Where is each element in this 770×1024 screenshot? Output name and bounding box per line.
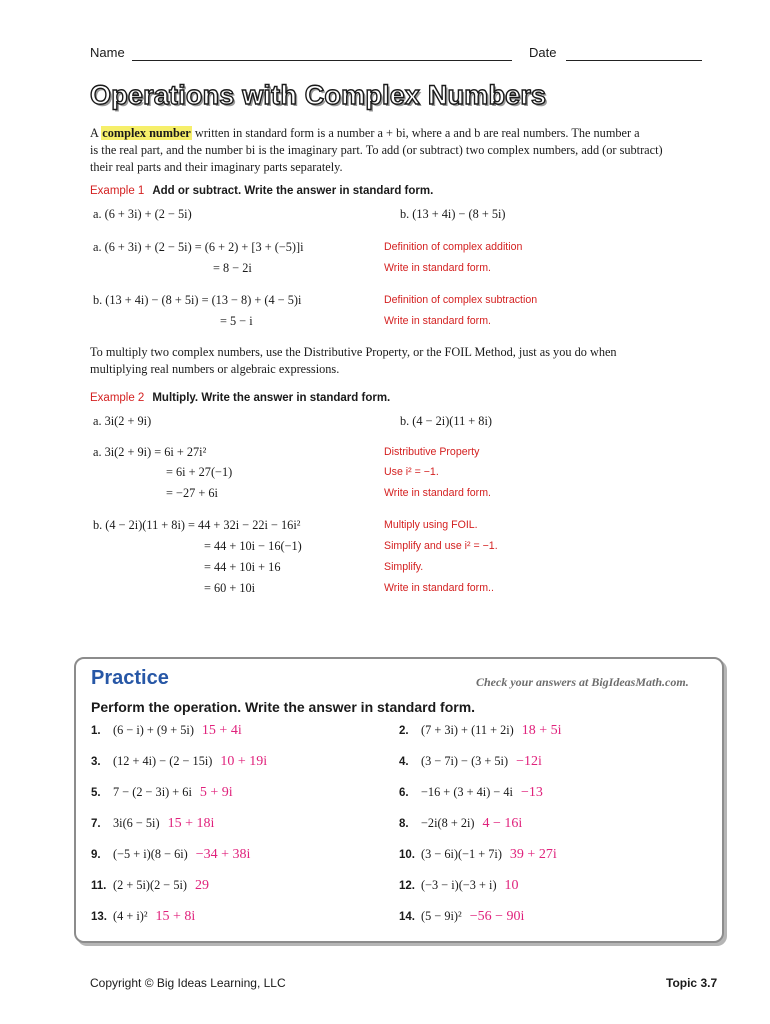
- problem-answer: 4 − 16i: [482, 816, 523, 831]
- problem-number: 5.: [91, 787, 101, 799]
- practice-item-7: [91, 814, 214, 832]
- example1-sol-b-step2: = 5 − i: [220, 314, 253, 328]
- problem-expression: (6 − i) + (9 + 5i): [113, 723, 194, 737]
- practice-item-13: [91, 907, 195, 925]
- example1-instruction: Add or subtract. Write the answer in standard form.: [152, 185, 434, 197]
- example2-sol-a-step2: = 6i + 27(−1): [166, 465, 233, 479]
- highlighted-term: complex number: [102, 126, 191, 140]
- practice-item-3: [91, 752, 267, 770]
- problem-expression: (5 − 9i)²: [421, 909, 462, 923]
- example2-sol-a-step1: a. 3i(2 + 9i) = 6i + 27i²: [93, 445, 207, 459]
- example1-label: Example 1: [90, 185, 145, 197]
- practice-item-10: [399, 845, 557, 863]
- problem-number: 10.: [399, 849, 415, 861]
- intro-pre: A: [90, 126, 102, 140]
- problem-expression: (4 + i)²: [113, 909, 148, 923]
- example1-sol-a-step2: = 8 − 2i: [213, 261, 252, 275]
- copyright: Copyright © Big Ideas Learning, LLC: [90, 976, 286, 990]
- intro-line3: their real parts and their imaginary parts separately.: [90, 160, 343, 174]
- problem-expression: −16 + (3 + 4i) − 4i: [421, 785, 513, 799]
- check-answers-note: Check your answers at BigIdeasMath.com.: [476, 675, 689, 689]
- problem-answer: 18 + 5i: [521, 723, 562, 738]
- example1-sol-a-step1: a. (6 + 3i) + (2 − 5i) = (6 + 2) + [3 + (−5)]i: [93, 240, 304, 254]
- example2-sol-b-note1: Multiply using FOIL.: [384, 519, 478, 531]
- problem-answer: 10 + 19i: [220, 754, 268, 769]
- practice-item-5: [91, 783, 233, 801]
- problem-number: 4.: [399, 756, 409, 768]
- problem-expression: (2 + 5i)(2 − 5i): [113, 878, 187, 892]
- practice-item-11: [91, 876, 209, 894]
- problem-number: 14.: [399, 911, 415, 923]
- problem-answer: 5 + 9i: [199, 785, 233, 800]
- problem-expression: (7 + 3i) + (11 + 2i): [421, 723, 514, 737]
- example2-instruction: Multiply. Write the answer in standard form.: [152, 392, 391, 404]
- problem-answer: 39 + 27i: [509, 847, 557, 862]
- problem-answer: −34 + 38i: [195, 847, 251, 862]
- name-field[interactable]: [132, 60, 512, 61]
- practice-item-2: [399, 721, 562, 739]
- problem-expression: (3 − 7i) − (3 + 5i): [421, 754, 509, 768]
- problem-expression: (3 − 6i)(−1 + 7i): [421, 847, 502, 861]
- problem-number: 6.: [399, 787, 409, 799]
- example2-sol-b-note2: Simplify and use i² = −1.: [384, 540, 498, 552]
- problem-number: 12.: [399, 880, 415, 892]
- example2-heading: [90, 392, 390, 404]
- practice-item-14: [399, 907, 524, 925]
- example2-sol-b-step4: = 60 + 10i: [204, 581, 256, 595]
- example2-sol-a-note1: Distributive Property: [384, 446, 480, 458]
- problem-number: 11.: [91, 880, 107, 892]
- problem-answer: 10: [504, 878, 519, 893]
- example1-heading: [90, 185, 433, 197]
- practice-item-6: [399, 783, 543, 801]
- practice-item-9: [91, 845, 250, 863]
- example2-sol-b-note3: Simplify.: [384, 561, 424, 573]
- name-label: Name: [90, 45, 125, 60]
- example2-problem-b: b. (4 − 2i)(11 + 8i): [400, 414, 492, 428]
- example1-sol-b-step1: b. (13 + 4i) − (8 + 5i) = (13 − 8) + (4 − 5)i: [93, 293, 302, 307]
- intro-line2: is the real part, and the number bi is the imaginary part. To add (or subtract) two complex numbers, add (or subtract): [90, 143, 663, 157]
- example2-sol-a-note3: Write in standard form.: [384, 487, 491, 499]
- problem-expression: −2i(8 + 2i): [421, 816, 475, 830]
- example1-sol-a-note1: Definition of complex addition: [384, 241, 523, 253]
- problem-answer: −56 − 90i: [469, 909, 525, 924]
- example2-label: Example 2: [90, 392, 145, 404]
- example2-problem-a: a. 3i(2 + 9i): [93, 414, 152, 428]
- practice-item-12: [399, 876, 519, 894]
- practice-item-1: [91, 721, 242, 739]
- problem-expression: 3i(6 − 5i): [113, 816, 160, 830]
- problem-expression: 7 − (2 − 3i) + 6i: [113, 785, 192, 799]
- example2-sol-b-step2: = 44 + 10i − 16(−1): [204, 539, 302, 553]
- practice-item-8: [399, 814, 522, 832]
- example1-sol-b-note1: Definition of complex subtraction: [384, 294, 538, 306]
- problem-expression: (−5 + i)(8 − 6i): [113, 847, 188, 861]
- practice-item-4: [399, 752, 542, 770]
- date-field[interactable]: [566, 60, 702, 61]
- multiply-line1: To multiply two complex numbers, use the Distributive Property, or the FOIL Method, just as you do when: [90, 345, 617, 359]
- problem-answer: 15 + 18i: [167, 816, 215, 831]
- problem-answer: −13: [520, 785, 543, 800]
- example2-sol-b-note4: Write in standard form..: [384, 582, 494, 594]
- example2-sol-b-step3: = 44 + 10i + 16: [204, 560, 281, 574]
- example2-sol-b-step1: b. (4 − 2i)(11 + 8i) = 44 + 32i − 22i − 16i²: [93, 518, 301, 532]
- example2-sol-a-note2: Use i² = −1.: [384, 466, 439, 478]
- intro-paragraph: [90, 125, 730, 176]
- multiply-paragraph: [90, 344, 730, 378]
- page-title: Operations with Complex Numbers: [90, 80, 547, 110]
- problem-answer: 15 + 4i: [201, 723, 242, 738]
- problem-number: 13.: [91, 911, 107, 923]
- problem-number: 9.: [91, 849, 101, 861]
- practice-box: [74, 657, 724, 943]
- problem-expression: (12 + 4i) − (2 − 15i): [113, 754, 213, 768]
- problem-answer: 29: [194, 878, 209, 893]
- intro-line1: written in standard form is a number a + bi, where a and b are real numbers. The number a: [191, 126, 640, 140]
- problem-answer: 15 + 8i: [155, 909, 196, 924]
- practice-title: Practice: [91, 667, 169, 689]
- practice-instruction: Perform the operation. Write the answer in standard form.: [91, 699, 476, 715]
- problem-number: 8.: [399, 818, 409, 830]
- multiply-line2: multiplying real numbers or algebraic expressions.: [90, 362, 340, 376]
- problem-number: 1.: [91, 725, 101, 737]
- problem-number: 2.: [399, 725, 409, 737]
- problem-answer: −12i: [516, 754, 542, 769]
- date-label: Date: [529, 45, 557, 60]
- example1-sol-a-note2: Write in standard form.: [384, 262, 491, 274]
- problem-expression: (−3 − i)(−3 + i): [421, 878, 497, 892]
- topic-label: Topic 3.7: [666, 976, 718, 990]
- problem-number: 3.: [91, 756, 101, 768]
- problem-number: 7.: [91, 818, 101, 830]
- example1-problem-b: b. (13 + 4i) − (8 + 5i): [400, 207, 506, 221]
- example1-sol-b-note2: Write in standard form.: [384, 315, 491, 327]
- example2-sol-a-step3: = −27 + 6i: [166, 486, 218, 500]
- example1-problem-a: a. (6 + 3i) + (2 − 5i): [93, 207, 192, 221]
